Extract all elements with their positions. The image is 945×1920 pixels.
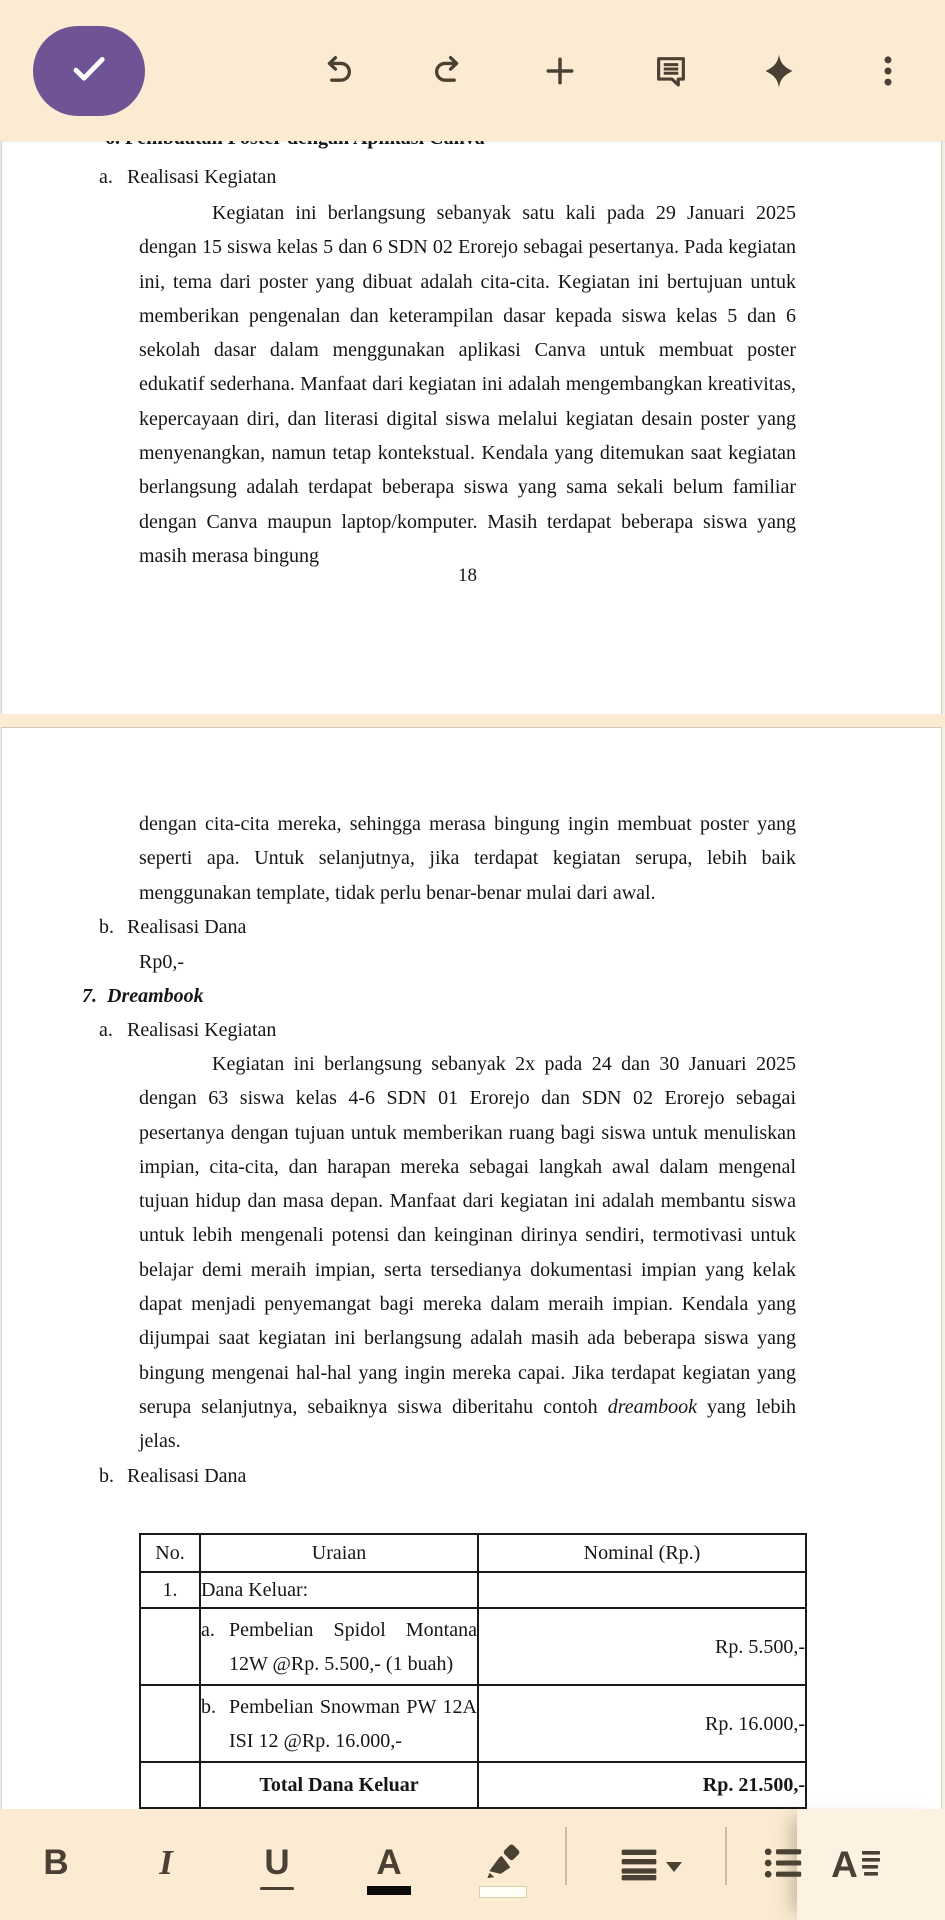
document-page-2[interactable] xyxy=(1,727,942,1810)
list-item-label: Realisasi Kegiatan xyxy=(127,1019,277,1041)
comment-icon xyxy=(652,52,690,95)
table-total-row xyxy=(140,1762,806,1808)
bulleted-list-icon xyxy=(762,1844,804,1887)
table-row xyxy=(140,1608,806,1685)
cell-text: Pembelian Spidol Montana 12W @Rp. 5.500,- (1 buah) xyxy=(229,1618,477,1675)
redo-icon xyxy=(430,52,468,95)
cell-nominal: Rp. 5.500,- xyxy=(478,1608,806,1685)
cell-no xyxy=(140,1608,200,1685)
bold-button[interactable] xyxy=(34,1842,78,1886)
table-row xyxy=(140,1572,806,1608)
page-break-gap xyxy=(0,714,945,727)
list-marker: a. xyxy=(99,1019,113,1041)
more-options-button[interactable] xyxy=(869,54,907,92)
font-size-icon: A xyxy=(831,1844,858,1885)
italic-word-dreambook: dreambook xyxy=(607,1395,697,1418)
done-button[interactable] xyxy=(33,26,145,116)
list-item-label: Dreambook xyxy=(107,985,204,1007)
align-justify-icon xyxy=(619,1843,659,1888)
text-color-icon: A xyxy=(376,1843,402,1882)
cell-marker: a. xyxy=(201,1618,215,1641)
cell-nominal xyxy=(478,1572,806,1608)
spark-icon xyxy=(759,51,799,96)
paragraph-continuation: dengan cita-cita mereka, sehingga merasa bingung ingin membuat poster yang seperti apa. Untuk selanjutnya, jika terdapat kegiatan serupa, lebih baik menggunakan template, tidak perlu benar-benar mulai dari awal. xyxy=(139,813,796,904)
page-number: 18 xyxy=(458,565,477,586)
font-size-button[interactable] xyxy=(833,1842,879,1888)
list-marker: b. xyxy=(99,916,114,938)
comments-button[interactable] xyxy=(652,54,690,92)
toolbar-divider xyxy=(725,1827,727,1885)
list-marker: 7. xyxy=(82,985,97,1007)
col-header-no: No. xyxy=(140,1534,200,1572)
cell-text: Pembelian Snowman PW 12A ISI 12 @Rp. 16.000,- xyxy=(229,1695,477,1752)
underline-button[interactable] xyxy=(255,1842,299,1886)
cell-uraian xyxy=(200,1608,478,1685)
italic-button[interactable] xyxy=(144,1842,188,1886)
undo-button[interactable] xyxy=(318,54,356,92)
cell-total-nominal: Rp. 21.500,- xyxy=(478,1762,806,1808)
kebab-menu-icon xyxy=(869,52,907,95)
table-header-row xyxy=(140,1534,806,1572)
dana-value: Rp0,- xyxy=(139,951,184,973)
gemini-button[interactable] xyxy=(760,54,798,92)
toolbar-divider xyxy=(565,1827,567,1885)
text-color-button[interactable] xyxy=(367,1842,411,1886)
undo-icon xyxy=(318,52,356,95)
list-marker: a. xyxy=(99,166,113,188)
list-item-label: Realisasi Dana xyxy=(127,1465,247,1487)
cell-nominal: Rp. 16.000,- xyxy=(478,1685,806,1762)
cell-no xyxy=(140,1762,200,1808)
bold-icon: B xyxy=(43,1843,69,1882)
cell-no xyxy=(140,1685,200,1762)
bulleted-list-button[interactable] xyxy=(760,1842,806,1888)
highlight-color-swatch xyxy=(479,1886,527,1898)
chevron-down-icon xyxy=(666,1862,682,1872)
paragraph-text: Kegiatan ini berlangsung sebanyak 2x pada 24 dan 30 Januari 2025 dengan 63 siswa kelas 4-6 SDN 01 Erorejo dan SDN 02 Erorejo sebagai pesertanya dengan tujuan untuk memberikan ruang bagi siswa untuk menuliskan impian, cita-cita, dan harapan mereka sebagai langkah awal dalam mengenal tujuan hidup dan masa depan. Manfaat dari kegiatan ini adalah membantu siswa untuk lebih mengenali potensi dan keinginan dirinya sendiri, termotivasi untuk belajar demi meraih impian, serta tersedianya dokumentasi impian yang kelak dapat menjadi penyemangat bagi mereka dalam meraih impian. Kendala yang dijumpai saat kegiatan ini berlangsung adalah masih ada beberapa siswa yang bingung mengenai hal-hal yang ingin mereka capai. Jika terdapat kegiatan yang serupa selanjutnya, sebaiknya siswa diberitahu contoh xyxy=(139,1053,796,1418)
paragraph-text: yang lebih jelas. xyxy=(139,1395,796,1453)
paragraph-dreambook xyxy=(139,1047,796,1460)
underline-icon: U xyxy=(264,1843,290,1882)
cell-uraian: Dana Keluar: xyxy=(200,1572,478,1608)
col-header-nominal: Nominal (Rp.) xyxy=(478,1534,806,1572)
top-toolbar xyxy=(0,0,945,141)
insert-button[interactable] xyxy=(541,54,579,92)
format-toolbar xyxy=(0,1809,945,1920)
list-item-7-dreambook xyxy=(82,979,204,1013)
document-page-1[interactable] xyxy=(1,141,942,715)
list-marker: b. xyxy=(99,1465,114,1487)
list-item-label: Realisasi Dana xyxy=(127,916,247,938)
list-item-b-realisasi-dana xyxy=(99,910,246,944)
italic-icon: I xyxy=(159,1843,173,1882)
col-header-uraian: Uraian xyxy=(200,1534,478,1572)
redo-button[interactable] xyxy=(430,54,468,92)
text-color-swatch xyxy=(367,1886,411,1895)
cell-uraian xyxy=(200,1685,478,1762)
list-item-label: Realisasi Kegiatan xyxy=(127,166,277,188)
check-icon xyxy=(66,46,112,97)
cell-no: 1. xyxy=(140,1572,200,1608)
paragraph-align-button[interactable] xyxy=(616,1842,662,1888)
plus-icon xyxy=(541,52,579,95)
dana-table[interactable] xyxy=(139,1533,807,1809)
font-size-lines-icon xyxy=(861,1846,881,1885)
cell-total-label: Total Dana Keluar xyxy=(200,1762,478,1808)
cell-marker: b. xyxy=(201,1695,216,1718)
list-item-a-realisasi-kegiatan xyxy=(99,160,276,194)
highlight-color-button[interactable] xyxy=(480,1842,526,1888)
underline-bar xyxy=(260,1887,294,1891)
table-row xyxy=(140,1685,806,1762)
highlighter-icon xyxy=(481,1843,525,1888)
list-item-b-realisasi-dana-2 xyxy=(99,1459,246,1493)
paragraph-realisasi-kegiatan-canva: Kegiatan ini berlangsung sebanyak satu kali pada 29 Januari 2025 dengan 15 siswa kelas 5 dan 6 SDN 02 Erorejo sebagai pesertanya. Pada kegiatan ini, tema dari poster yang dibuat adalah cita-cita. Kegiatan ini bertujuan untuk memberikan pengenalan dan keterampilan dasar kepada siswa kelas 5 dan 6 sekolah dasar dalam menggunakan aplikasi Canva untuk membuat poster edukatif sederhana. Manfaat dari kegiatan ini adalah mengembangkan kreativitas, kepercayaan diri, dan literasi digital siswa melalui kegiatan desain poster yang menyenangkan, namun tetap kontekstual. Kendala yang ditemukan saat kegiatan berlangsung adalah terdapat beberapa siswa yang sama sekali belum familiar dengan Canva maupun laptop/komputer. Masih terdapat beberapa siswa yang masih merasa bingung xyxy=(139,202,796,567)
list-item-a-realisasi-kegiatan-2 xyxy=(99,1013,276,1047)
